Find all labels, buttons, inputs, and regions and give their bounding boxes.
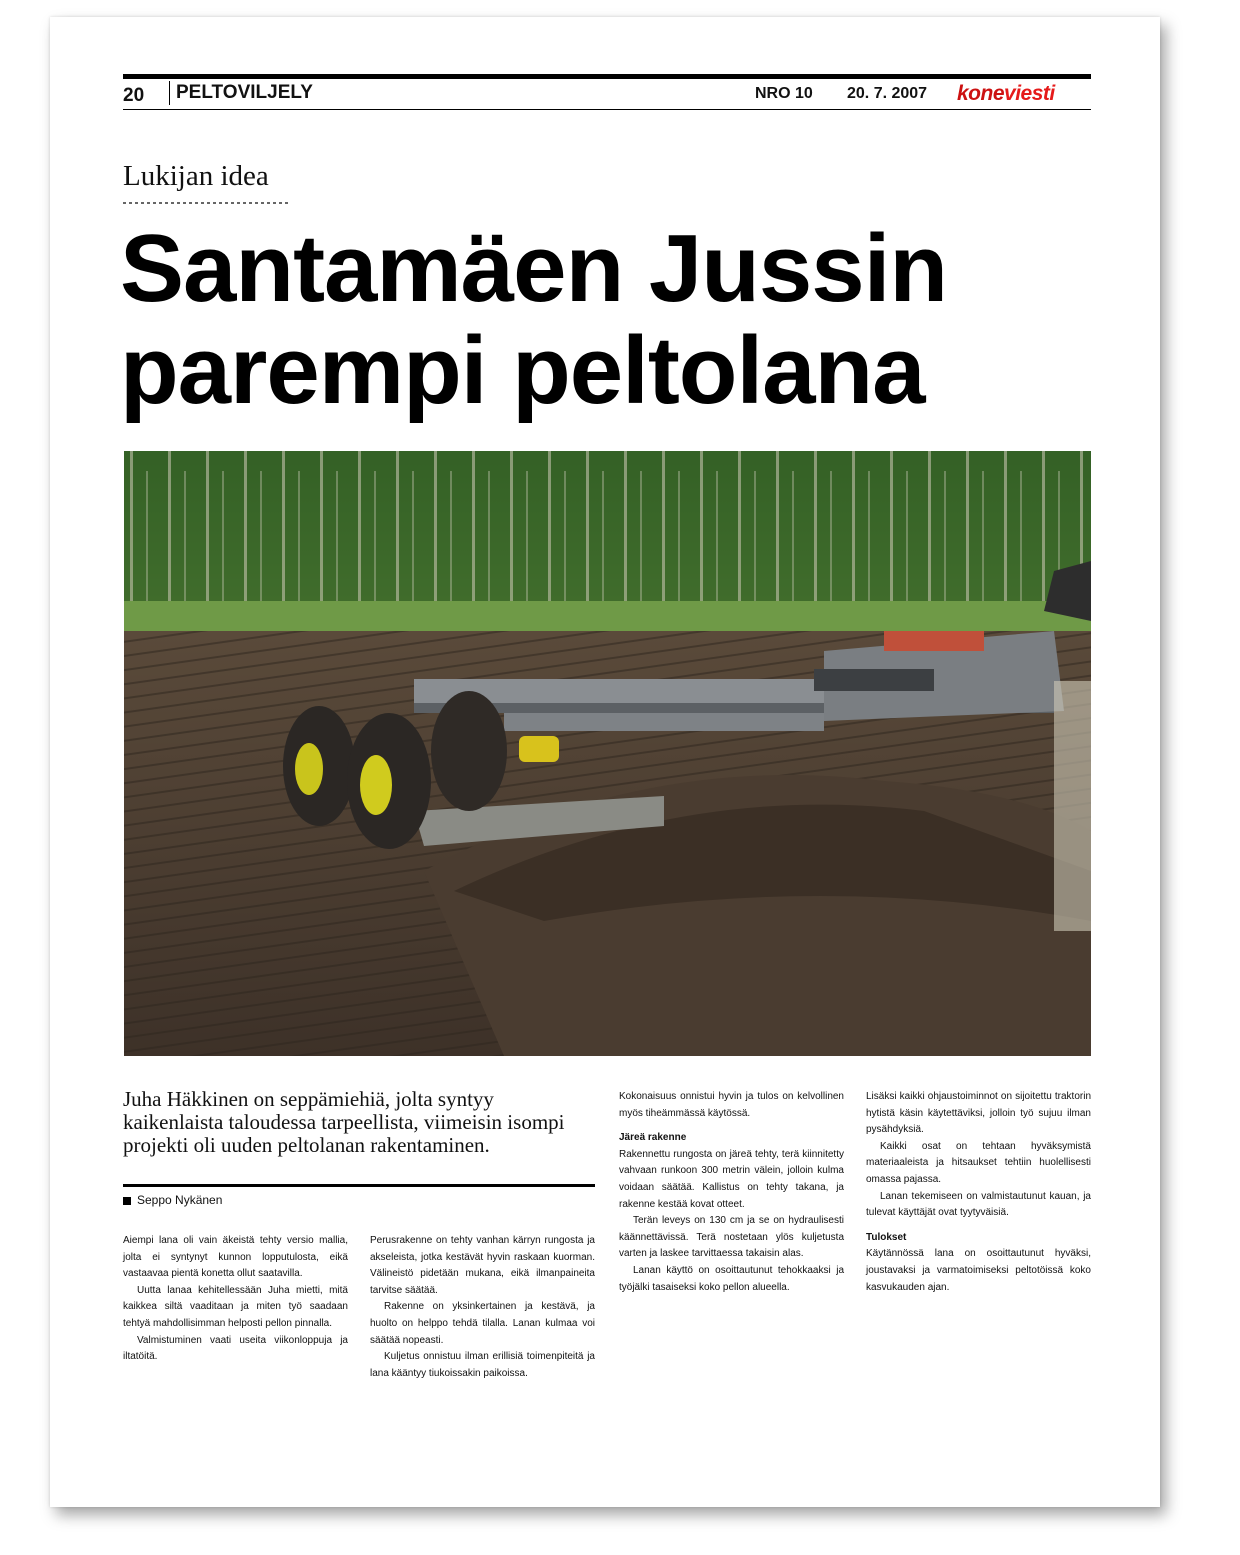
- body-column-4: [866, 1089, 1091, 1296]
- subheading: Tulokset: [866, 1231, 907, 1243]
- paragraph: Kokonaisuus onnistui hyvin ja tulos on kelvollinen myös tiheämmässä käytössä.: [619, 1091, 844, 1119]
- magazine-logo: koneviesti: [957, 82, 1055, 105]
- issue-number: NRO 10: [755, 85, 813, 102]
- paragraph: Lisäksi kaikki ohjaustoiminnot on sijoitettu traktorin hytistä käsin käytettäviksi, jolloin työ sujuu ilman pysähdyksiä.: [866, 1091, 1091, 1136]
- paragraph: Lanan käyttö on osoittautunut tehokkaaksi ja työjälki tasaiseksi koko pellon alueella.: [619, 1264, 844, 1293]
- article-byline: Seppo Nykänen: [123, 1193, 222, 1207]
- issue-date: 20. 7. 2007: [847, 85, 928, 102]
- headline-line-1: Santamäen Jussin: [120, 215, 947, 322]
- paragraph: Lanan tekemiseen on valmistautunut kauan, ja tulevat käyttäjät ovat tyytyväisiä.: [866, 1190, 1091, 1219]
- headline-line-2: parempi peltolana: [120, 317, 925, 424]
- body-column-3: [619, 1089, 844, 1296]
- body-column-2: [370, 1233, 595, 1382]
- byline-square-icon: [123, 1197, 131, 1205]
- article-kicker: Lukijan idea: [123, 160, 269, 192]
- paragraph: Kuljetus onnistuu ilman erillisiä toimenpiteitä ja lana kääntyy tiukoissakin paikoissa.: [370, 1351, 595, 1379]
- field-leveler-photo: [124, 451, 1091, 1056]
- article-lead: Juha Häkkinen on seppämiehiä, jolta syntyy kaikenlaista taloudessa tarpeellista, viimeisin isompi projekti oli uuden peltolanan rakentaminen.: [123, 1087, 565, 1157]
- paragraph: Valmistuminen vaati useita viikonloppuja ja iltatöitä.: [123, 1334, 348, 1363]
- paragraph: Perusrakenne on tehty vanhan kärryn rungosta ja akseleista, jotka kestävät hyvin raskaan kuorman. Välineistö pidetään mukana, eikä ilmanpaineita tarvitse säätää.: [370, 1235, 595, 1296]
- kicker-divider: [123, 202, 288, 204]
- paragraph: Aiempi lana oli vain äkeistä tehty versio mallia, jolta ei syntynyt kunnon lopputulosta, eikä vastaavaa pientä konetta ollut saatavilla.: [123, 1235, 348, 1280]
- paragraph: Rakenne on yksinkertainen ja kestävä, ja huolto on helppo tehdä tilalla. Lanan kulmaa voi säätää nopeasti.: [370, 1301, 595, 1346]
- page-header-bar: [123, 74, 1091, 110]
- body-column-1: [123, 1233, 348, 1366]
- paragraph: Käytännössä lana on osoittautunut hyväksi, joustavaksi ja varmatoimiseksi peltotöissä koko kasvukauden ajan.: [866, 1248, 1091, 1293]
- subheading: Järeä rakenne: [619, 1132, 687, 1144]
- paragraph: Rakennettu rungosta on järeä tehty, terä kiinnitetty vahvaan runkoon 300 metrin välein, jolloin kulma voidaan säätää. Kallistus on tehty takana, ja rakenne kestää kovat otteet.: [619, 1148, 844, 1210]
- article-headline: [120, 215, 1000, 424]
- lead-divider: [123, 1184, 595, 1187]
- paragraph: Terän leveys on 130 cm ja se on hydraulisesti käännettävissä. Terä nostetaan ylös kuljetusta varten ja laskee tarvittaessa takaisin alas.: [619, 1215, 844, 1260]
- paragraph: Uutta lanaa kehitellessään Juha mietti, mitä kaikkea siltä vaaditaan ja miten työ saadaan tehtyä mahdollisimman helposti pellon pinnalla.: [123, 1284, 348, 1329]
- paragraph: Kaikki osat on tehtaan hyväksymistä materiaaleista ja hitsaukset tehtiin huolellisesti omassa pajassa.: [866, 1140, 1091, 1185]
- section-title: PELTOVILJELY: [169, 81, 313, 105]
- page-number: 20: [123, 85, 145, 106]
